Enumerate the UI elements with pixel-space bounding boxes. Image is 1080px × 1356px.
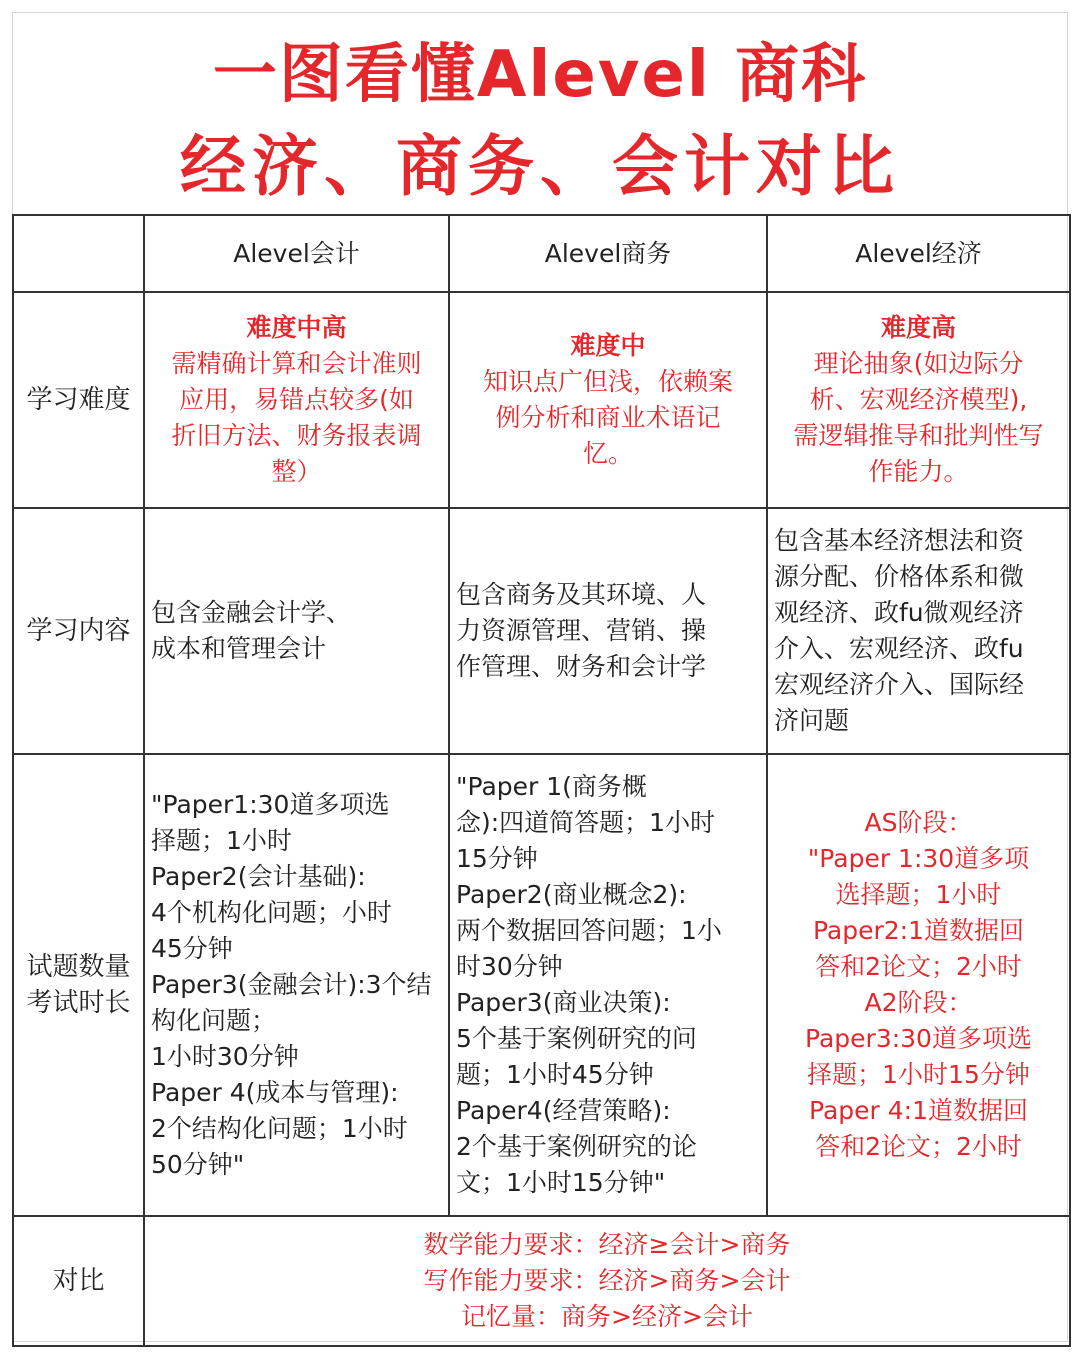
text-line: "Paper 1(商务概 — [456, 772, 647, 801]
text-line: 时30分钟 — [456, 952, 563, 981]
text-line: Paper3:30道多项选 — [805, 1024, 1032, 1053]
text-line: 念):四道简答题；1小时 — [456, 808, 716, 837]
text-line: 构化问题； — [151, 1006, 277, 1035]
text-line: Paper 4(成本与管理): — [151, 1078, 399, 1107]
exam-business — [449, 754, 767, 1216]
text-line: 析、宏观经济模型), — [809, 385, 1028, 414]
row-exam — [13, 754, 1070, 1216]
header-corner — [13, 215, 144, 292]
text-line: Paper2(会计基础): — [151, 862, 366, 891]
text-line: 15分钟 — [456, 844, 538, 873]
text-line: 答和2论文；2小时 — [815, 1132, 1022, 1161]
text-line: 包含金融会计学、 — [151, 598, 352, 627]
text-line: 1小时30分钟 — [151, 1042, 299, 1071]
row-difficulty — [13, 292, 1070, 508]
text-line: Paper 4:1道数据回 — [809, 1096, 1028, 1125]
text-line: 作能力。 — [868, 457, 969, 486]
text-line: 包含商务及其环境、人 — [456, 580, 707, 609]
text-line: 两个数据回答问题；1小 — [456, 916, 722, 945]
compare-writing: 写作能力要求：经济>商务>会计 — [423, 1266, 791, 1295]
text-line: 知识点广但浅，依赖案 — [482, 367, 733, 396]
difficulty-level: 难度中 — [570, 331, 646, 360]
text-line: 力资源管理、营销、操 — [456, 616, 707, 645]
text-line: 介入、宏观经济、政fu — [774, 634, 1024, 663]
text-line: 择题；1小时 — [151, 826, 292, 855]
text-line: A2阶段： — [864, 988, 973, 1017]
text-line: 理论抽象(如边际分 — [813, 349, 1024, 378]
difficulty-level: 难度高 — [880, 313, 956, 342]
difficulty-accounting — [144, 292, 449, 508]
text-line: 例分析和商业术语记 — [495, 403, 721, 432]
page-title-line1: 一图看懂Alevel 商科 — [212, 38, 868, 112]
header-economics: Alevel经济 — [767, 215, 1070, 292]
row-content — [13, 508, 1070, 754]
text-line: 4个机构化问题；小时 — [151, 898, 392, 927]
text-line: 需精确计算和会计准则 — [171, 349, 422, 378]
text-line: 题；1小时45分钟 — [456, 1060, 654, 1089]
text-line: "Paper 1:30道多项 — [807, 844, 1030, 873]
text-line: Paper2:1道数据回 — [812, 916, 1025, 945]
row-label-compare: 对比 — [13, 1216, 144, 1346]
text-line: Paper4(经营策略): — [456, 1096, 671, 1125]
header-business: Alevel商务 — [449, 215, 767, 292]
text-line: Paper2(商业概念2): — [456, 880, 687, 909]
compare-memory: 记忆量：商务>经济>会计 — [461, 1302, 753, 1331]
text-line: 作管理、财务和会计学 — [456, 652, 707, 681]
row-label-content: 学习内容 — [13, 508, 144, 754]
text-line: 2个结构化问题；1小时 — [151, 1114, 408, 1143]
text-line: 应用，易错点较多(如 — [179, 385, 414, 414]
text-line: 忆。 — [582, 439, 633, 468]
text-line: 观经济、政fu微观经济 — [774, 598, 1024, 627]
exam-economics — [767, 754, 1070, 1216]
compare-summary — [144, 1216, 1070, 1346]
difficulty-level: 难度中高 — [246, 313, 347, 342]
text-line: 文；1小时15分钟" — [456, 1168, 666, 1197]
text-line: 源分配、价格体系和微 — [774, 562, 1025, 591]
text-line: Paper3(金融会计):3个结 — [151, 970, 432, 999]
row-label-exam-line1: 试题数量 — [26, 952, 131, 982]
text-line: 折旧方法、财务报表调 — [171, 421, 422, 450]
page-title-line2: 经济、商务、会计对比 — [180, 128, 900, 205]
exam-accounting — [144, 754, 449, 1216]
header-row — [13, 215, 1070, 292]
content-accounting — [144, 508, 449, 754]
text-line: 答和2论文；2小时 — [815, 952, 1022, 981]
text-line: 50分钟" — [151, 1150, 245, 1179]
header-accounting: Alevel会计 — [144, 215, 449, 292]
text-line: 择题；1小时15分钟 — [807, 1060, 1030, 1089]
comparison-table — [12, 214, 1071, 1347]
text-line: 整） — [271, 457, 322, 486]
text-line: 济问题 — [774, 706, 850, 735]
text-line: 45分钟 — [151, 934, 233, 963]
row-label-exam — [13, 754, 144, 1216]
text-line: 5个基于案例研究的问 — [456, 1024, 697, 1053]
text-line: 宏观经济介入、国际经 — [774, 670, 1025, 699]
text-line: 需逻辑推导和批判性写 — [793, 421, 1044, 450]
row-compare — [13, 1216, 1070, 1346]
text-line: 成本和管理会计 — [151, 634, 327, 663]
text-line: "Paper1:30道多项选 — [151, 790, 390, 819]
row-label-exam-line2: 考试时长 — [26, 988, 131, 1018]
content-business — [449, 508, 767, 754]
text-line: Paper3(商业决策): — [456, 988, 671, 1017]
text-line: 2个基于案例研究的论 — [456, 1132, 697, 1161]
text-line: 包含基本经济想法和资 — [774, 526, 1025, 555]
difficulty-economics — [767, 292, 1070, 508]
content-economics — [767, 508, 1070, 754]
difficulty-business — [449, 292, 767, 508]
text-line: 选择题；1小时 — [835, 880, 1002, 909]
compare-math: 数学能力要求：经济≥会计>商务 — [423, 1230, 791, 1259]
text-line: AS阶段： — [864, 808, 973, 837]
row-label-difficulty: 学习难度 — [13, 292, 144, 508]
